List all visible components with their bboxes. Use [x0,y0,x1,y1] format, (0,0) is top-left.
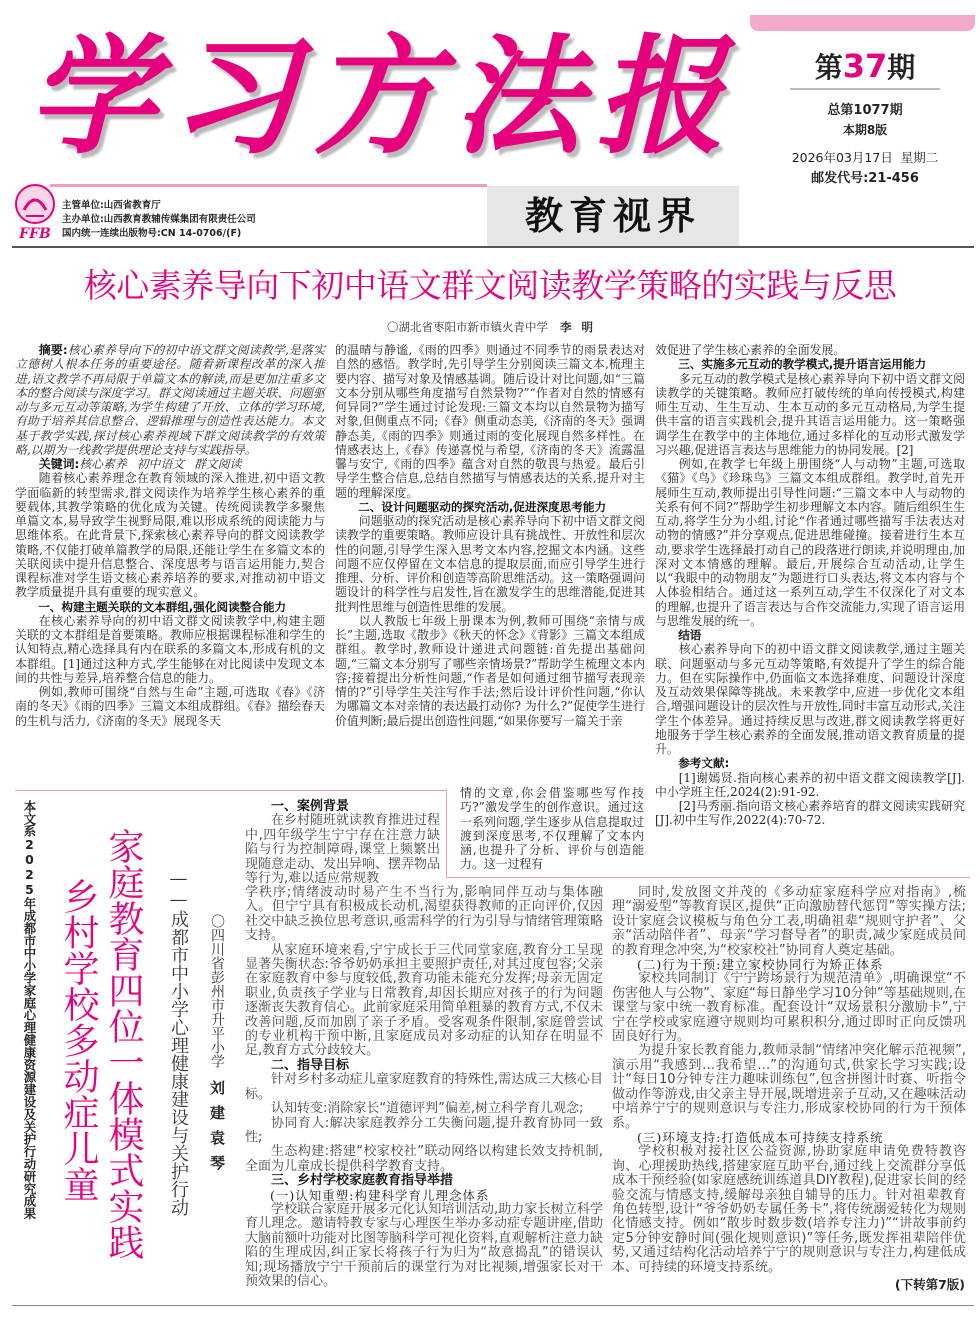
divider [50,184,487,187]
section-heading: 三、实施多元互动的教学模式,提升语言运用能力 [678,357,927,372]
issue-prefix: 第 [814,51,843,84]
paragraph: 效促进了学生核心素养的全面发展。 [655,343,846,357]
paragraph: 针对乡村多动症儿童家庭教育的特殊性,需达成三大核心目标。 [245,1072,603,1102]
page-count: 本期8版 [842,123,888,137]
section-heading: 二、设计问题驱动的探究活动,促进深度思考能力 [358,499,607,514]
keywords-text: 核心素养 初中语文 群文阅读 [79,457,242,471]
article-column [612,886,966,1275]
newspaper-logo-icon [14,180,56,244]
paragraph: 学校积极对接社区公益资源,协助家庭申请免费特教咨询、心理援助热线,搭建家庭互助平台,通过线上交流群分享低成本干预经验(如家庭感统训练道具DIY教程),促进家长间的经验交流与情感支持,缓解母亲独自辅导的压力。针对祖辈教育角色转型,设计“爷爷奶奶专属任务卡”,将传统溺爱转化为规则化情感支持。例如“散步时数步数(培养专注力)”“讲故事前约定5分钟安静时间(强化规则意识)”等任务,既发挥祖辈陪伴优势,又通过结构化活动培养宁宁的规则意识与专注力,构建低成本、可持续的环境支持系统。 [612,1144,966,1275]
paragraph: 认知转变:消除家长“道德评判”偏差,树立科学育儿观念; [271,1101,584,1117]
paragraph: 在乡村随班就读教育推进过程中,四年级学生宁宁存在注意力缺陷与行为控制障碍,课堂上频繁出现随意走动、发出异响、摆弄物品等行为,难以适应常规教 [245,813,441,887]
article-byline [300,319,690,335]
divider [12,1305,974,1306]
decorative-bar [750,15,975,31]
issue-number-value: 37 [842,47,888,85]
section-heading: 三、乡村学校家庭教育指导举措 [271,1173,454,1189]
reference-item: [2]马秀丽.指向语文核心素养培育的群文阅读实践研究[J].初中生写作,2022(4):70-72. [655,799,965,828]
subsection-heading: (二)行为干预:建立家校协同行为矫正体系 [637,957,884,973]
paragraph: 协同育人:解决家庭教养分工失衡问题,提升教育协同一致性; [245,1115,603,1145]
references-list [655,771,965,828]
paragraph: 例如,教师可围绕“自然与生命”主题,可选取《春》《济南的冬天》《雨的四季》三篇文本组成群组。《春》描绘春天的生机与活力,《济南的冬天》展现冬天 [15,685,325,728]
references-heading: 参考文献: [678,756,730,771]
article-column [460,786,644,872]
paragraph: 学秩序;情绪波动时易产生不当行为,影响同伴互动与集体融入。但宁宁具有积极成长动机,渴望获得教师的正向评价,仅因社交中缺乏换位思考意识,亟需科学的行为引导与情绪管理策略支持。 [245,885,603,944]
supervisor-unit: 主管单位:山西省教育厅 [62,200,161,211]
article-subtitle: ——成都市中小学心理健康建设与关护行动 [168,868,189,1216]
section-name: 教育视界 [487,186,739,246]
box-border [15,790,447,791]
article-column [15,343,325,728]
paragraph: 核心素养导向下的初中语文群文阅读教学,通过主题关联、问题驱动与多元互动等策略,有效提升了学生的综合能力。但在实际操作中,仍面临文本选择难度、问题设计深度及互动效果保障等挑战。未来教学中,应进一步优化文本组合,增强问题设计的层次性与开放性,同时丰富互动形式,关注学生个体差异。通过持续反思与改进,群文阅读教学将更好地服务于学生核心素养的全面发展,推动语文教育质量的提升。 [655,642,965,756]
research-note: 本文系2025年成都市中小学家庭心理健康资源建设及关护行动研究成果 [22,800,37,1220]
article-title: 核心素养导向下初中语文群文阅读教学策略的实践与反思 [83,266,897,305]
article-column [655,343,965,828]
paragraph: 从家庭环境来看,宁宁成长于三代同堂家庭,教育分工呈现显著失衡状态:爷爷奶奶承担主要照护责任,对其过度包容;父亲在家庭教育中参与度较低,教育功能未能充分发挥;母亲无固定职业,负责孩子学业与日常教育,却因长期应对孩子的行为问题逐渐丧失教育信心。此前家庭采用简单粗暴的教育方式,不仅未改善问题,反而加剧了亲子矛盾。受客观条件限制,家庭曾尝试的专业机构干预中断,且家庭成员对多动症的认知存在明显不足,教育方式分歧较大。 [245,942,603,1059]
author-names: 刘建袁琴 [208,1080,226,1180]
paragraph: 以人教版七年级上册课本为例,教师可围绕“亲情与成长”主题,选取《散步》《秋天的怀念》《背影》三篇文本组成群组。教学时,教师设计递进式问题链:首先提出基础问题,“三篇文本分别写了哪些亲情场景?”帮助学生梳理文本内容;接着提出分析性问题,“作者是如何通过细节描写表现亲情的?”引导学生关注写作手法;然后设计评价性问题,“你认为哪篇文本对亲情的表达最打动你? 为什么?”促使学生进行价值判断;最后提出创造性问题,“如果你要写一篇关于亲 [335,613,645,728]
paragraph: 家校共同制订《宁宁跨场景行为规范清单》,明确课堂“不伤害他人与公物”、家庭“每日静坐学习10分钟”等基础规则,在课堂与家中统一教育标准。配套设计“双场景积分激励卡”,宁宁在学校或家庭遵守规则均可累积积分,通过即时正向反馈巩固良好行为。 [612,971,966,1045]
article-column [245,800,440,886]
article-column [335,343,645,728]
keywords [15,457,325,471]
postal-code: 邮发代号:21-456 [811,171,919,186]
publisher-unit: 主办单位:山西教育教辅传媒集团有限责任公司 [62,214,256,225]
paragraph: 生态构建:搭建“校家校社”联动网络以构建长效支持机制,全面为儿童成长提供科学教育支持。 [245,1144,603,1174]
publication-number: 国内统一连续出版物号:CN 14-0706/(F) [62,228,242,239]
paragraph: 同时,发放图文并茂的《多动症家庭科学应对指南》,梳理“溺爱型”等教育误区,提供“正向激励替代惩罚”等实操方法;设计家庭会议模板与角色分工表,明确祖辈“规则守护者”、父亲“活动陪伴者”、母亲“学习督导者”的职责,减少家庭成员间的教育理念冲突,为“校家校社”协同育人奠定基础。 [612,885,966,958]
section-heading: 二、指导目标 [271,1057,350,1073]
paragraph: 随着核心素养理念在教育领域的深入推进,初中语文教学面临新的转型需求,群文阅读作为培养学生核心素养的重要载体,其教学策略的优化成为关键。传统阅读教学多聚焦单篇文本,易导致学生视野局限,难以形成系统的阅读能力与思维体系。在此背景下,探索核心素养导向的群文阅读教学策略,不仅能打破单篇教学的局限,还能让学生在多篇文本的关联阅读中提升信息整合、深度思考与语言运用能力,契合课程标准对学生语文核心素养培养的要求,对推动初中语文教学质量提升具有重要的现实意义。 [15,471,325,600]
paragraph: 的温晴与静谧,《雨的四季》则通过不同季节的雨景表达对自然的感悟。教学时,先引导学生分别阅读三篇文本,梳理主要内容、描写对象及情感基调。随后设计对比问题,如“三篇文本分别从哪些角度描写自然景物?”“作者对自然的情感有何异同?”学生通过讨论发现:三篇文本均以自然景物为描写对象,但侧重点不同;《春》侧重动态美,《济南的冬天》强调静态美,《雨的四季》则通过雨的变化展现自然多样性。在情感表达上,《春》传递喜悦与希望,《济南的冬天》流露温馨与安宁,《雨的四季》蕴含对自然的敬畏与热爱。最后引导学生整合信息,总结自然描写与情感表达的关系,提升对主题的理解深度。 [335,343,645,500]
paragraph: 为提升家长教育能力,教师录制“情绪冲突化解示范视频”,演示用“我感到…我希望…”的沟通句式,供家长学习实践;设计“每日10分钟专注力趣味训练包”,包含拼图计时赛、听指令做动作等游戏,由父亲主导开展,既增进亲子互动,又在趣味活动中培养宁宁的规则意识与专注力,形成家校协同的行为干预体系。 [612,1043,966,1131]
section-heading: 一、案例背景 [271,799,350,814]
abstract [15,343,325,457]
paragraph: 例如,在教学七年级上册围绕“人与动物”主题,可选取《猫》《鸟》《珍珠鸟》三篇文本组成群组。教学时,首先开展师生互动,教师提出引导性问题:“三篇文本中人与动物的关系有何不同?”帮助学生初步理解文本内容。随后组织生生互动,将学生分为小组,讨论“作者通过哪些描写手法表达对动物的情感?”并分享观点,促进思维碰撞。接着进行生本互动,要求学生选择最打动自己的段落进行朗读,并说明理由,加深对文本情感的理解。最后,开展综合互动活动,让学生以“我眼中的动物朋友”为题进行口头表达,将文本内容与个人体验相结合。通过这一系列互动,学生不仅深化了对文本的理解,也提升了语言表达与合作交流能力,实现了语言运用与思维发展的统一。 [655,457,965,628]
keywords-label: 关键词: [38,457,80,471]
paragraph: 情的文章,你会借鉴哪些写作技巧?”激发学生的创作意识。通过这一系列问题,学生逐步从信息提取过渡到深度思考,不仅理解了文本内涵,也提升了分析、评价与创造能力。这一过程有 [460,786,644,872]
divider [12,246,974,248]
box-border [446,790,447,878]
total-issue: 总第1077期 [827,103,903,118]
author-org: 〇四川省彭州市升平小学 [209,914,225,1068]
abstract-label: 摘要: [38,343,68,357]
newspaper-title: 学习方法报 [28,22,739,172]
article-column [245,886,603,1289]
abstract-text: 核心素养导向下的初中语文群文阅读教学,是落实立德树人根本任务的重要途径。随着新课程改革的深入推进,语文教学不再局限于单篇文本的解读,而是更加注重多文本的整合阅读与深度学习。群文阅读通过主题关联、问题驱动与多元互动等策略,为学生构建了开放、立体的学习环境,有助于培养其信息整合、逻辑推理与创造性表达能力。本文基于教学实践,探讨核心素养视域下群文阅读教学的有效策略,以期为一线教学提供理论支持与实践指导。 [15,343,325,457]
box-border [446,877,970,878]
issue-suffix: 期 [887,51,916,84]
paragraph: 多元互动的教学模式是核心素养导向下初中语文群文阅读教学的关键策略。教师应打破传统的单向传授模式,构建师生互动、生生互动、生本互动的多元互动格局,为学生提供丰富的语言实践机会,提升其语言运用能力。这一策略强调学生在教学中的主体地位,通过多样化的互动形式激发学习兴趣,促进语言表达与思维能力的协同发展。[2] [655,371,965,457]
author-org: 〇湖北省枣阳市新市镇火青中学 [387,320,548,334]
reference-item: [1]谢嫣贤.指向核心素养的初中语文群文阅读教学[J].中小学班主任,2024(2):91-92. [655,770,965,799]
author-name: 李明 [560,320,603,334]
section-heading: 一、构建主题关联的文本群组,强化阅读整合能力 [38,599,287,614]
issue-date: 2026年03月17日 星期二 [791,150,939,165]
subsection-heading: (三)环境支持:打造低成本可持续支持系统 [637,1129,884,1145]
conclusion-heading: 结语 [678,628,702,642]
paragraph: 在核心素养导向的初中语文群文阅读教学中,构建主题关联的文本群组是首要策略。教师应根据课程标准和学生的认知特点,精心选择具有内在联系的多篇文本,形成有机的文本群组。[1]通过这种方式,学生能够在对比阅读中发现文本间的共性与差异,培养整合信息的能力。 [15,613,325,685]
svg-text:FFB: FFB [19,226,51,242]
article-title-line2: 乡村学校多动症儿童 [58,878,99,1202]
paragraph: 学校联合家庭开展多元化认知培训活动,助力家长树立科学育儿理念。邀请特教专家与心理医生举办多动症专题讲座,借助大脑前额叶功能对比图等脑科学可视化资料,直观解析注意力缺陷的生理成因,纠正家长将孩子行为归为“故意捣乱”的错误认知;现场播放宁宁干预前后的课堂行为对比视频,增强家长对干预效果的信心。 [245,1201,603,1289]
subsection-heading: (一)认知重塑:构建科学育儿理念体系 [270,1187,490,1203]
continued-notice: (下转第7版) [894,1277,965,1292]
article-title-line1: 家庭教育四位一体模式实践 [103,828,144,1260]
paragraph: 问题驱动的探究活动是核心素养导向下初中语文群文阅读教学的重要策略。教师应设计具有挑战性、开放性和层次性的问题,引导学生深入思考文本内容,挖掘文本内涵。这些问题不应仅停留在文本信息的提取层面,而应引导学生进行推理、分析、评价和创造等高阶思维活动。这一策略强调问题设计的科学性与启发性,旨在激发学生的思维潜能,促进其批判性思维与创造性思维的发展。 [335,514,645,614]
issue-number [790,46,940,90]
